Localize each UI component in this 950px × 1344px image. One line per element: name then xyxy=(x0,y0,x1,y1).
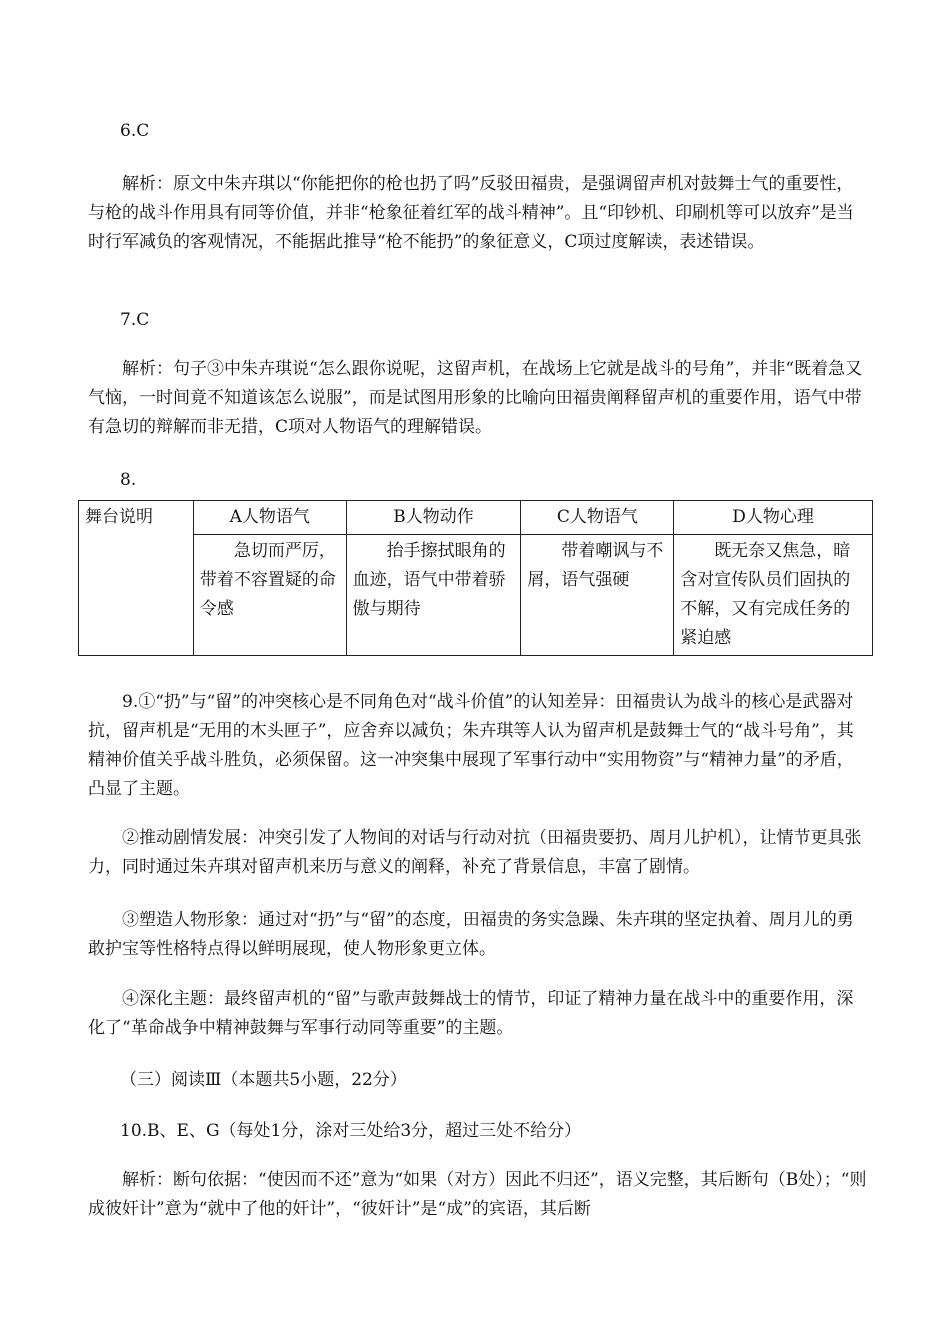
q9-paragraph-1: 9.①“扔”与“留”的冲突核心是不同角色对“战斗价值”的认知差异：田福贵认为战斗的核心是武器对抗，留声机是“无用的木头匣子”，应舍弃以减负；朱卉琪等人认为留声机是鼓舞士气的“战斗号角”，其精神价值关乎战斗胜负，必须保留。这一冲突集中展现了军事行动中“实用物资”与“精神力量”的矛盾，凸显了主题。 xyxy=(88,692,854,799)
q9-paragraph-3: ③塑造人物形象：通过对“扔”与“留”的态度，田福贵的务实急躁、朱卉琪的坚定执着、周月儿的勇敢护宝等性格特点得以鲜明展现，使人物形象更立体。 xyxy=(88,910,854,959)
cell-b: 抬手擦拭眼角的血迹，语气中带着骄傲与期待 xyxy=(346,535,521,656)
q9-paragraph-2: ②推动剧情发展：冲突引发了人物间的对话与行动对抗（田福贵要扔、周月儿护机），让情节更具张力，同时通过朱卉琪对留声机来历与意义的阐释，补充了背景信息，丰富了剧情。 xyxy=(88,828,862,877)
q9-paragraph-4: ④深化主题：最终留声机的“留”与歌声鼓舞战士的情节，印证了精神力量在战斗中的重要作用，深化了“革命战争中精神鼓舞与军事行动同等重要”的主题。 xyxy=(88,989,854,1038)
header-cell-b: B人物动作 xyxy=(346,501,521,535)
cell-c: 带着嘲讽与不屑，语气强硬 xyxy=(521,535,674,656)
table-row xyxy=(79,535,873,656)
table-header-row xyxy=(79,501,873,535)
q10-explanation: 解析：断句依据：“使因而不还”意为“如果（对方）因此不归还”，语义完整，其后断句（B处）；“则成彼奸计”意为“就中了他的奸计”，“彼奸计”是“成”的宾语，其后断 xyxy=(88,1170,867,1219)
q10-answer: 10.B、E、G（每处1分，涂对三处给3分，超过三处不给分） xyxy=(120,1121,582,1141)
header-cell-a: A人物语气 xyxy=(193,501,346,535)
q7-explanation: 解析：句子③中朱卉琪说“怎么跟你说呢，这留声机，在战场上它就是战斗的号角”，并非“既着急又气恼，一时间竟不知道该怎么说服”，而是试图用形象的比喻向田福贵阐释留声机的重要作用，语气中带有急切的辩解而非无措，C项对人物语气的理解错误。 xyxy=(88,359,863,437)
cell-a: 急切而严厉，带着不容置疑的命令感 xyxy=(193,535,346,656)
q7-answer: 7.C xyxy=(120,310,150,330)
q6-answer: 6.C xyxy=(120,121,150,141)
stage-directions-table xyxy=(78,500,873,656)
header-cell-d: D人物心理 xyxy=(674,501,873,535)
row-header-cell: 舞台说明 xyxy=(79,501,194,656)
q6-explanation: 解析：原文中朱卉琪以“你能把你的枪也扔了吗”反驳田福贵，是强调留声机对鼓舞士气的重要性，与枪的战斗作用具有同等价值，并非“枪象征着红军的战斗精神”。且“印钞机、印刷机等可以放弃”是当时行军减负的客观情况，不能据此推导“枪不能扔”的象征意义，C项过度解读，表述错误。 xyxy=(88,174,854,252)
section-title: （三）阅读Ⅲ（本题共5小题，22分） xyxy=(120,1070,407,1090)
cell-d: 既无奈又焦急，暗含对宣传队员们固执的不解，又有完成任务的紧迫感 xyxy=(674,535,873,656)
q8-label: 8. xyxy=(120,470,137,490)
header-cell-c: C人物语气 xyxy=(521,501,674,535)
